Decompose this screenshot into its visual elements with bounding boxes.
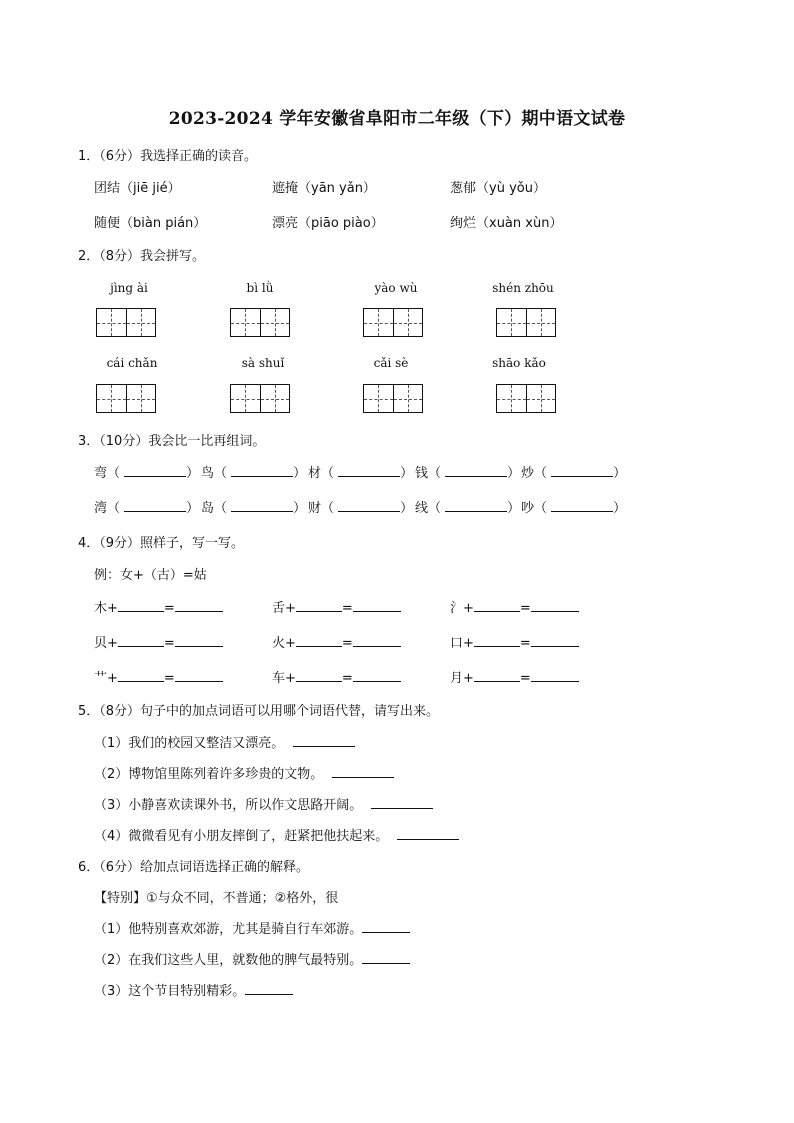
q5-sentence[interactable]: （4）微微看见有小朋友摔倒了，赶紧把他扶起来。 (94, 825, 459, 844)
writing-grid[interactable] (496, 384, 556, 413)
compare-char: 炒 (521, 466, 535, 481)
compare-item[interactable]: 钱（ ） (415, 466, 521, 481)
writing-grid[interactable] (230, 308, 290, 337)
pinyin-label: bì lǜ (246, 281, 274, 295)
q6-definition: 【特别】①与众不同，不普通；②格外，很 (94, 891, 339, 906)
compare-char: 钱 (415, 466, 429, 481)
compare-item[interactable]: 财（ ） (308, 501, 414, 516)
q2-header: 2．（8分）我会拼写。 (78, 249, 206, 264)
q1-item[interactable]: 遮掩（yān yǎn） (272, 181, 376, 196)
pinyin-label: cái chǎn (106, 356, 158, 370)
pinyin-label: cǎi sè (373, 356, 409, 370)
compare-item[interactable]: 炒（ ） (521, 466, 627, 481)
q1-item[interactable]: 随便（biàn pián） (94, 216, 207, 231)
pinyin-label: shén zhōu (492, 281, 554, 295)
compare-char: 鸟 (201, 466, 215, 481)
compare-char: 财 (308, 501, 322, 516)
q6-sentence[interactable]: （1）他特别喜欢郊游，尤其是骑自行车郊游。 (94, 918, 410, 937)
q6-sentence[interactable]: （3）这个节目特别精彩。 (94, 980, 293, 999)
char-combo[interactable]: 舌+ = (272, 597, 401, 616)
q4-header: 4．（9分）照样子，写一写。 (78, 536, 245, 551)
q6-sentence[interactable]: （2）在我们这些人里，就数他的脾气最特别。 (94, 949, 410, 968)
page-title: 2023-2024 学年安徽省阜阳市二年级（下）期中语文试卷 (168, 109, 626, 129)
writing-grid[interactable] (96, 308, 156, 337)
writing-grid[interactable] (96, 384, 156, 413)
q5-sentence[interactable]: （3）小静喜欢读课外书，所以作文思路开阔。 (94, 794, 433, 813)
compare-item[interactable]: 岛（ ） (201, 501, 307, 516)
compare-item[interactable]: 鸟（ ） (201, 466, 307, 481)
q3-header: 3．（10分）我会比一比再组词。 (78, 434, 266, 449)
writing-grid[interactable] (496, 308, 556, 337)
char-combo[interactable]: 氵+ = (450, 597, 579, 616)
q5-sentence[interactable]: （1）我们的校园又整洁又漂亮。 (94, 732, 355, 751)
q5-sentence[interactable]: （2）博物馆里陈列着许多珍贵的文物。 (94, 763, 394, 782)
char-combo[interactable]: 口+ = (450, 632, 579, 651)
compare-item[interactable]: 材（ ） (308, 466, 414, 481)
writing-grid[interactable] (230, 384, 290, 413)
q1-item[interactable]: 绚烂（xuàn xùn） (450, 216, 563, 231)
char-combo[interactable]: 车+ = (272, 667, 401, 686)
char-combo[interactable]: 艹+ = (94, 667, 223, 686)
q1-item[interactable]: 团结（jiē jié） (94, 181, 181, 196)
compare-char: 湾 (94, 501, 108, 516)
q1-item[interactable]: 葱郁（yù yǒu） (450, 181, 546, 196)
q1-item[interactable]: 漂亮（piāo piào） (272, 216, 384, 231)
compare-item[interactable]: 弯（ ） (94, 466, 200, 481)
q5-header: 5．（8分）句子中的加点词语可以用哪个词语代替，请写出来。 (78, 704, 440, 719)
writing-grid[interactable] (363, 308, 423, 337)
compare-char: 线 (415, 501, 429, 516)
compare-item[interactable]: 吵（ ） (521, 501, 627, 516)
q1-header: 1．（6分）我选择正确的读音。 (78, 149, 258, 164)
compare-item[interactable]: 线（ ） (415, 501, 521, 516)
char-combo[interactable]: 火+ = (272, 632, 401, 651)
compare-char: 材 (308, 466, 322, 481)
compare-char: 岛 (201, 501, 215, 516)
pinyin-label: shāo kǎo (492, 356, 546, 370)
compare-char: 弯 (94, 466, 108, 481)
pinyin-label: jìng ài (110, 281, 148, 295)
q4-example: 例：女+（古）=姑 (94, 568, 207, 583)
compare-char: 吵 (521, 501, 535, 516)
pinyin-label: yào wù (374, 281, 418, 295)
pinyin-label: sà shuǐ (241, 356, 285, 370)
q6-header: 6．（6分）给加点词语选择正确的解释。 (78, 860, 310, 875)
char-combo[interactable]: 月+ = (450, 667, 579, 686)
char-combo[interactable]: 木+ = (94, 597, 223, 616)
compare-item[interactable]: 湾（ ） (94, 501, 200, 516)
writing-grid[interactable] (363, 384, 423, 413)
char-combo[interactable]: 贝+ = (94, 632, 223, 651)
